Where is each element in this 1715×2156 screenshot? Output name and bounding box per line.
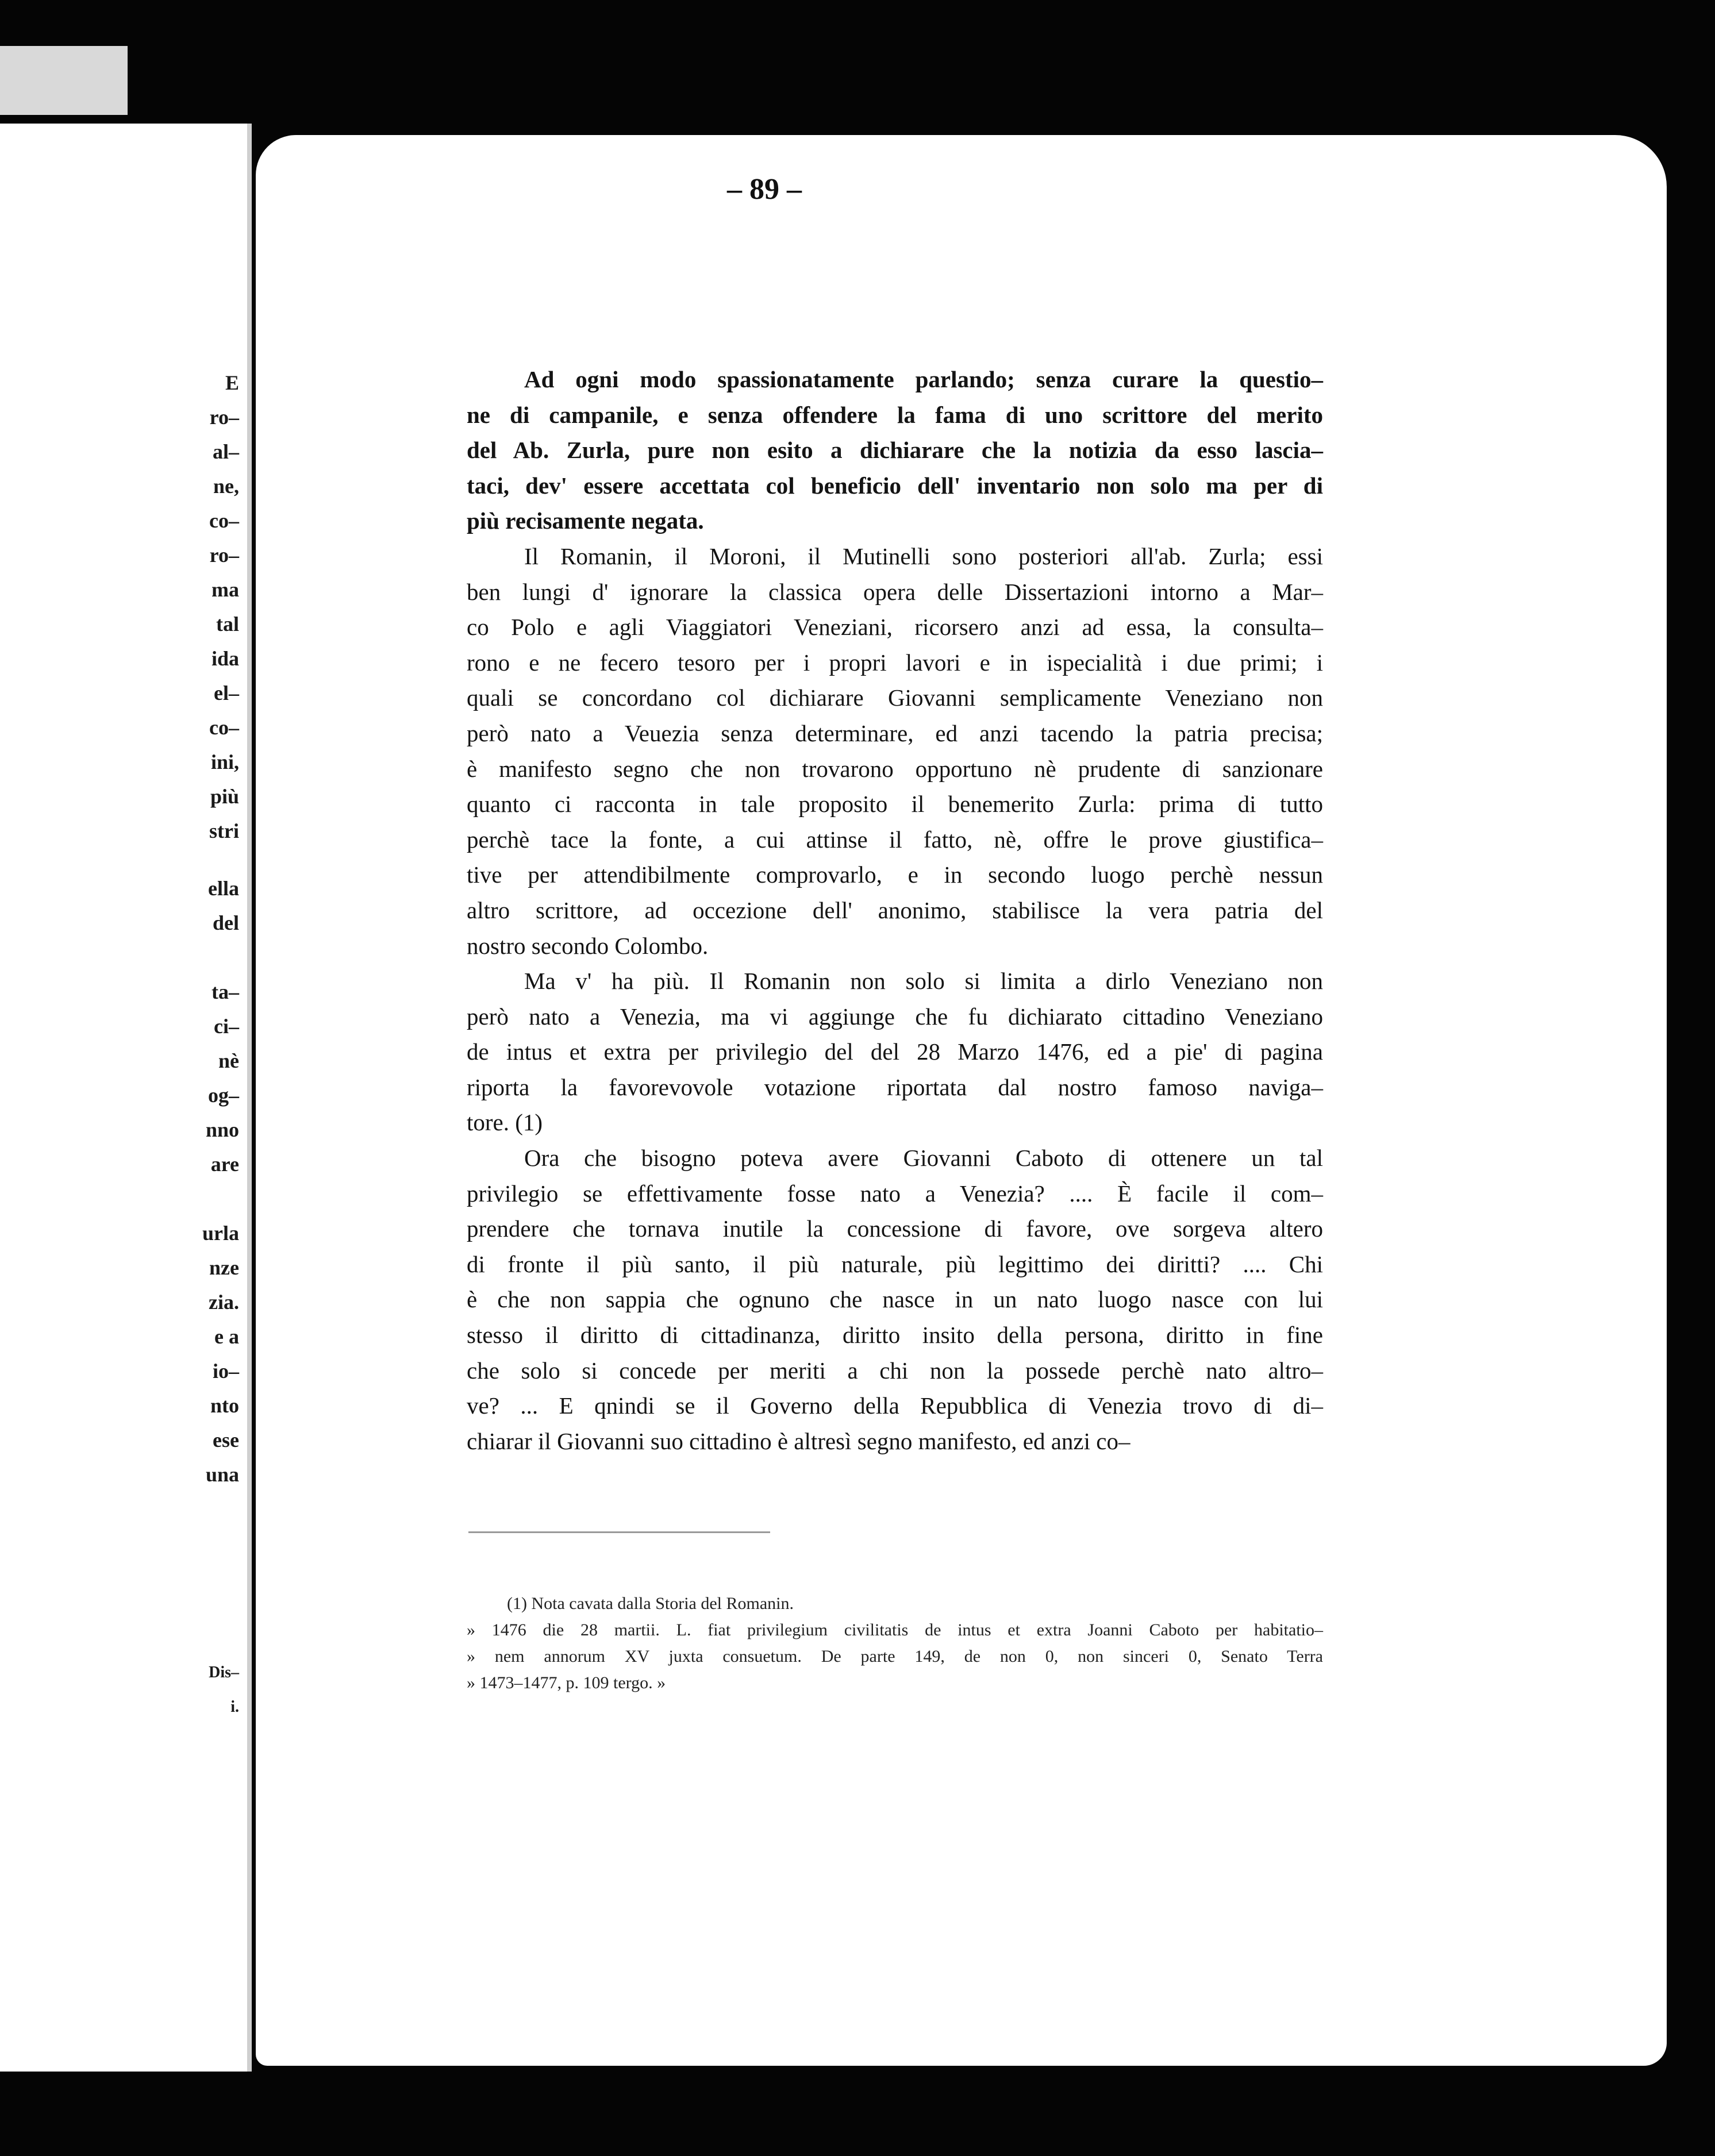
body-line: è manifesto segno che non trovarono opportuno nè prudente di sanzionare	[467, 755, 1323, 782]
left-page-fragment: i.	[230, 1698, 239, 1716]
left-page-fragment: del	[212, 911, 239, 934]
body-line: più recisamente negata.	[467, 507, 704, 534]
body-line: nostro secondo Colombo.	[467, 932, 709, 959]
left-page-fragment: ne,	[213, 475, 239, 498]
left-page-fragment: una	[205, 1463, 239, 1486]
body-line: Ma v' ha più. Il Romanin non solo si limita a dirlo Veneziano non	[524, 968, 1323, 995]
footnote-separator	[468, 1531, 770, 1533]
page-number: – 89 –	[727, 173, 802, 206]
body-line: Il Romanin, il Moroni, il Mutinelli sono posteriori all'ab. Zurla; essi	[524, 542, 1323, 569]
body-line: ben lungi d' ignorare la classica opera delle Dissertazioni intorno a Mar–	[467, 578, 1323, 605]
body-line: stesso il diritto di cittadinanza, diritto insito della persona, diritto in fine	[467, 1322, 1323, 1349]
left-page-fragment: co–	[209, 509, 239, 532]
footnote-line: » 1476 die 28 martii. L. fiat privilegium civilitatis de intus et extra Joanni Caboto per habitatio–	[467, 1620, 1323, 1639]
body-line: Ad ogni modo spassionatamente parlando; senza curare la questio–	[524, 366, 1323, 392]
body-line: altro scrittore, ad occezione dell' anonimo, stabilisce la vera patria del	[467, 896, 1323, 923]
body-text	[467, 362, 1323, 1459]
left-page-fragment: nno	[205, 1118, 239, 1141]
left-page-edge-strip	[0, 46, 128, 115]
body-line: del Ab. Zurla, pure non esito a dichiarare che la notizia da esso lascia–	[467, 437, 1323, 464]
left-page-fragment: nze	[209, 1256, 239, 1279]
left-page-fragment: Dis–	[209, 1664, 239, 1681]
left-page-fragment: tal	[216, 613, 239, 636]
body-line: però nato a Veuezia senza determinare, ed anzi tacendo la patria precisa;	[467, 719, 1323, 746]
footnotes	[467, 1591, 1323, 1696]
left-page-fragment: io–	[212, 1360, 239, 1383]
left-page-fragment: ta–	[212, 980, 239, 1003]
body-line: che solo si concede per meriti a chi non la possede perchè nato altro–	[467, 1357, 1323, 1384]
body-line: taci, dev' essere accettata col beneficio dell' inventario non solo ma per di	[467, 472, 1323, 499]
body-line: rono e ne fecero tesoro per i propri lavori e in ispecialità i due primi; i	[467, 649, 1323, 676]
body-line: tore. (1)	[467, 1109, 543, 1136]
body-line: riporta la favorevovole votazione riportata dal nostro famoso naviga–	[467, 1073, 1323, 1100]
body-line: de intus et extra per privilegio del del 28 Marzo 1476, ed a pie' di pagina	[467, 1038, 1323, 1065]
left-page-fragment: og–	[208, 1084, 239, 1107]
body-line: però nato a Venezia, ma vi aggiunge che fu dichiarato cittadino Veneziano	[467, 1003, 1323, 1030]
body-line: privilegio se effettivamente fosse nato a Venezia? .... È facile il com–	[467, 1180, 1323, 1207]
left-page-fragment: stri	[209, 819, 239, 842]
body-line: co Polo e agli Viaggiatori Veneziani, ricorsero anzi ad essa, la consulta–	[467, 614, 1323, 641]
body-line: ne di campanile, e senza offendere la fama di uno scrittore del merito	[467, 401, 1323, 428]
left-page-fragment: ese	[213, 1429, 239, 1452]
left-page-fragment: al–	[212, 440, 239, 463]
footnote-line: (1) Nota cavata dalla Storia del Romanin.	[507, 1594, 794, 1613]
left-page-fragment: urla	[202, 1222, 239, 1245]
left-page-fragment: nè	[218, 1049, 239, 1072]
body-line: è che non sappia che ognuno che nasce in un nato luogo nasce con lui	[467, 1286, 1323, 1313]
body-line: di fronte il più santo, il più naturale, più legittimo dei diritti? .... Chi	[467, 1250, 1323, 1277]
body-line: Ora che bisogno poteva avere Giovanni Caboto di ottenere un tal	[524, 1145, 1323, 1172]
body-line: perchè tace la fonte, a cui attinse il fatto, nè, offre le prove giustifica–	[467, 826, 1323, 853]
left-page-fragment: zia.	[209, 1291, 239, 1314]
left-page-fragment: ci–	[214, 1015, 239, 1038]
left-page-fragment: più	[210, 785, 239, 808]
left-page-fragment: ma	[212, 578, 239, 601]
left-page-fragment: ella	[208, 877, 239, 900]
left-page-fragment: ini,	[210, 750, 239, 773]
left-page-fragment: el–	[214, 682, 239, 704]
body-line: quali se concordano col dichiarare Giovanni semplicamente Veneziano non	[467, 684, 1323, 711]
left-page	[0, 124, 252, 2072]
left-page-fragment: are	[210, 1153, 239, 1176]
left-page-fragment: ida	[211, 647, 239, 670]
body-line: tive per attendibilmente comprovarlo, e in secondo luogo perchè nessun	[467, 861, 1323, 888]
left-page-fragment: co–	[209, 716, 239, 739]
footnote-line: » nem annorum XV juxta consuetum. De parte 149, de non 0, non sinceri 0, Senato Terra	[467, 1647, 1323, 1666]
left-page-fragment: ro–	[209, 544, 239, 567]
body-line: prendere che tornava inutile la concessione di favore, ove sorgeva altero	[467, 1215, 1323, 1242]
left-page-fragment: e a	[214, 1325, 239, 1348]
left-page-fragment: ro–	[209, 406, 239, 429]
body-line: chiarar il Giovanni suo cittadino è altresì segno manifesto, ed anzi co–	[467, 1427, 1130, 1454]
footnote-line: » 1473–1477, p. 109 tergo. »	[467, 1673, 666, 1692]
left-page-fragment: nto	[210, 1394, 239, 1417]
left-page-fragment: E	[225, 371, 239, 394]
body-line: quanto ci racconta in tale proposito il benemerito Zurla: prima di tutto	[467, 791, 1323, 818]
body-line: ve? ... E qnindi se il Governo della Repubblica di Venezia trovo di di–	[467, 1392, 1323, 1419]
